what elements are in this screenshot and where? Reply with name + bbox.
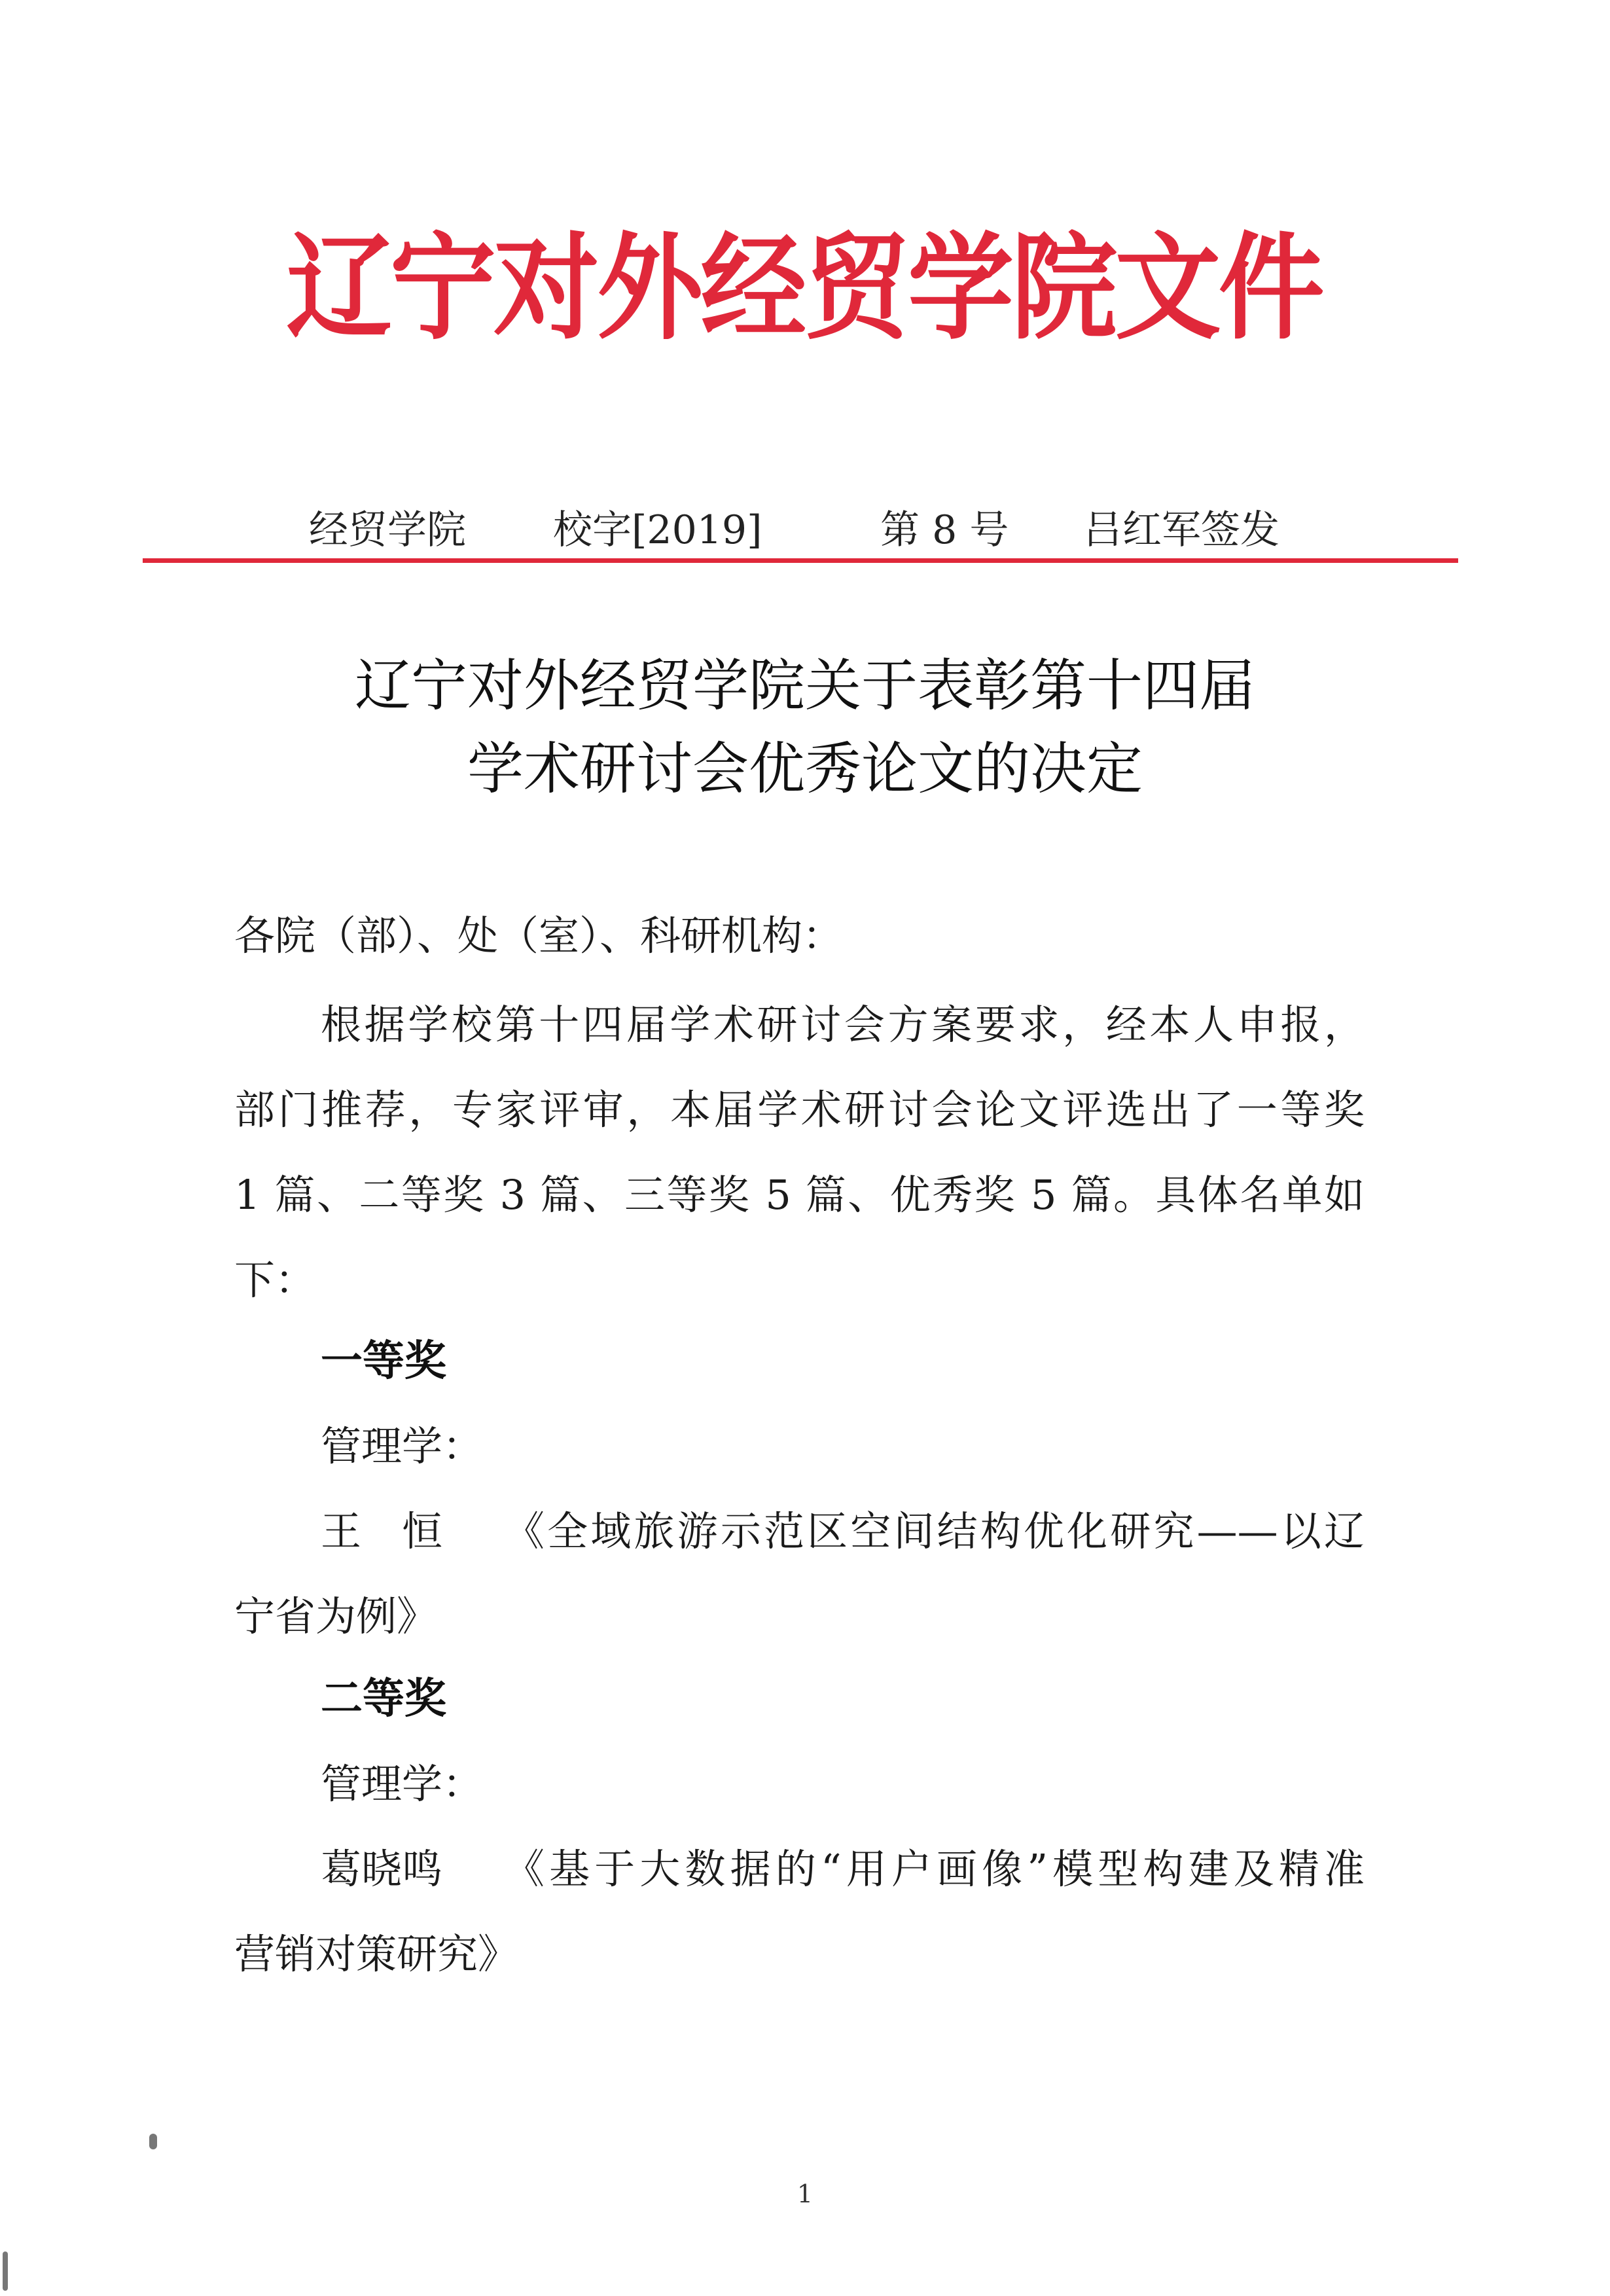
- paragraph-line: 下：: [234, 1256, 316, 1304]
- paragraph-line: 1 篇、二等奖 3 篇、三等奖 5 篇、优秀奖 5 篇。具体名单如: [234, 1171, 1365, 1219]
- doc-signer: 吕红军签发: [1083, 507, 1279, 553]
- document-heading-line-2: 学术研讨会优秀论文的决定: [467, 736, 1143, 802]
- paragraph-line: 部门推荐，专家评审，本届学术研讨会论文评选出了一等奖: [234, 1086, 1365, 1134]
- document-heading-line-1: 辽宁对外经贸学院关于表彰第十四届: [355, 653, 1255, 719]
- first-prize-author: 王 恒: [321, 1507, 443, 1555]
- scan-speck: [149, 2134, 157, 2149]
- scan-edge-mark: [3, 2251, 8, 2291]
- second-prize-paper-title: 《基于大数据的“用户画像”模型构建及精准: [504, 1845, 1365, 1893]
- red-divider-line: [143, 558, 1458, 563]
- doc-issuer-prefix: 经贸学院: [309, 507, 466, 553]
- page-number: 1: [796, 2179, 814, 2208]
- first-prize-paper-title: 《全域旅游示范区空间结构优化研究——以辽: [504, 1507, 1365, 1555]
- first-prize-paper-title-cont: 宁省为例》: [234, 1592, 438, 1640]
- first-prize-category: 管理学：: [321, 1422, 484, 1470]
- first-prize-heading: 一等奖: [321, 1337, 446, 1386]
- salutation: 各院（部）、处（室）、科研机构：: [234, 912, 844, 960]
- second-prize-author: 葛晓鸣: [321, 1845, 443, 1893]
- second-prize-heading: 二等奖: [321, 1675, 446, 1723]
- paragraph-line: 根据学校第十四届学术研讨会方案要求，经本人申报，: [321, 1001, 1365, 1049]
- second-prize-paper-title-cont: 营销对策研究》: [234, 1930, 519, 1978]
- doc-code: 校字[2019]: [553, 507, 762, 553]
- letterhead-title: 辽宁对外经贸学院文件: [286, 220, 1322, 355]
- second-prize-category: 管理学：: [321, 1760, 484, 1808]
- doc-number: 第 8 号: [880, 507, 1009, 553]
